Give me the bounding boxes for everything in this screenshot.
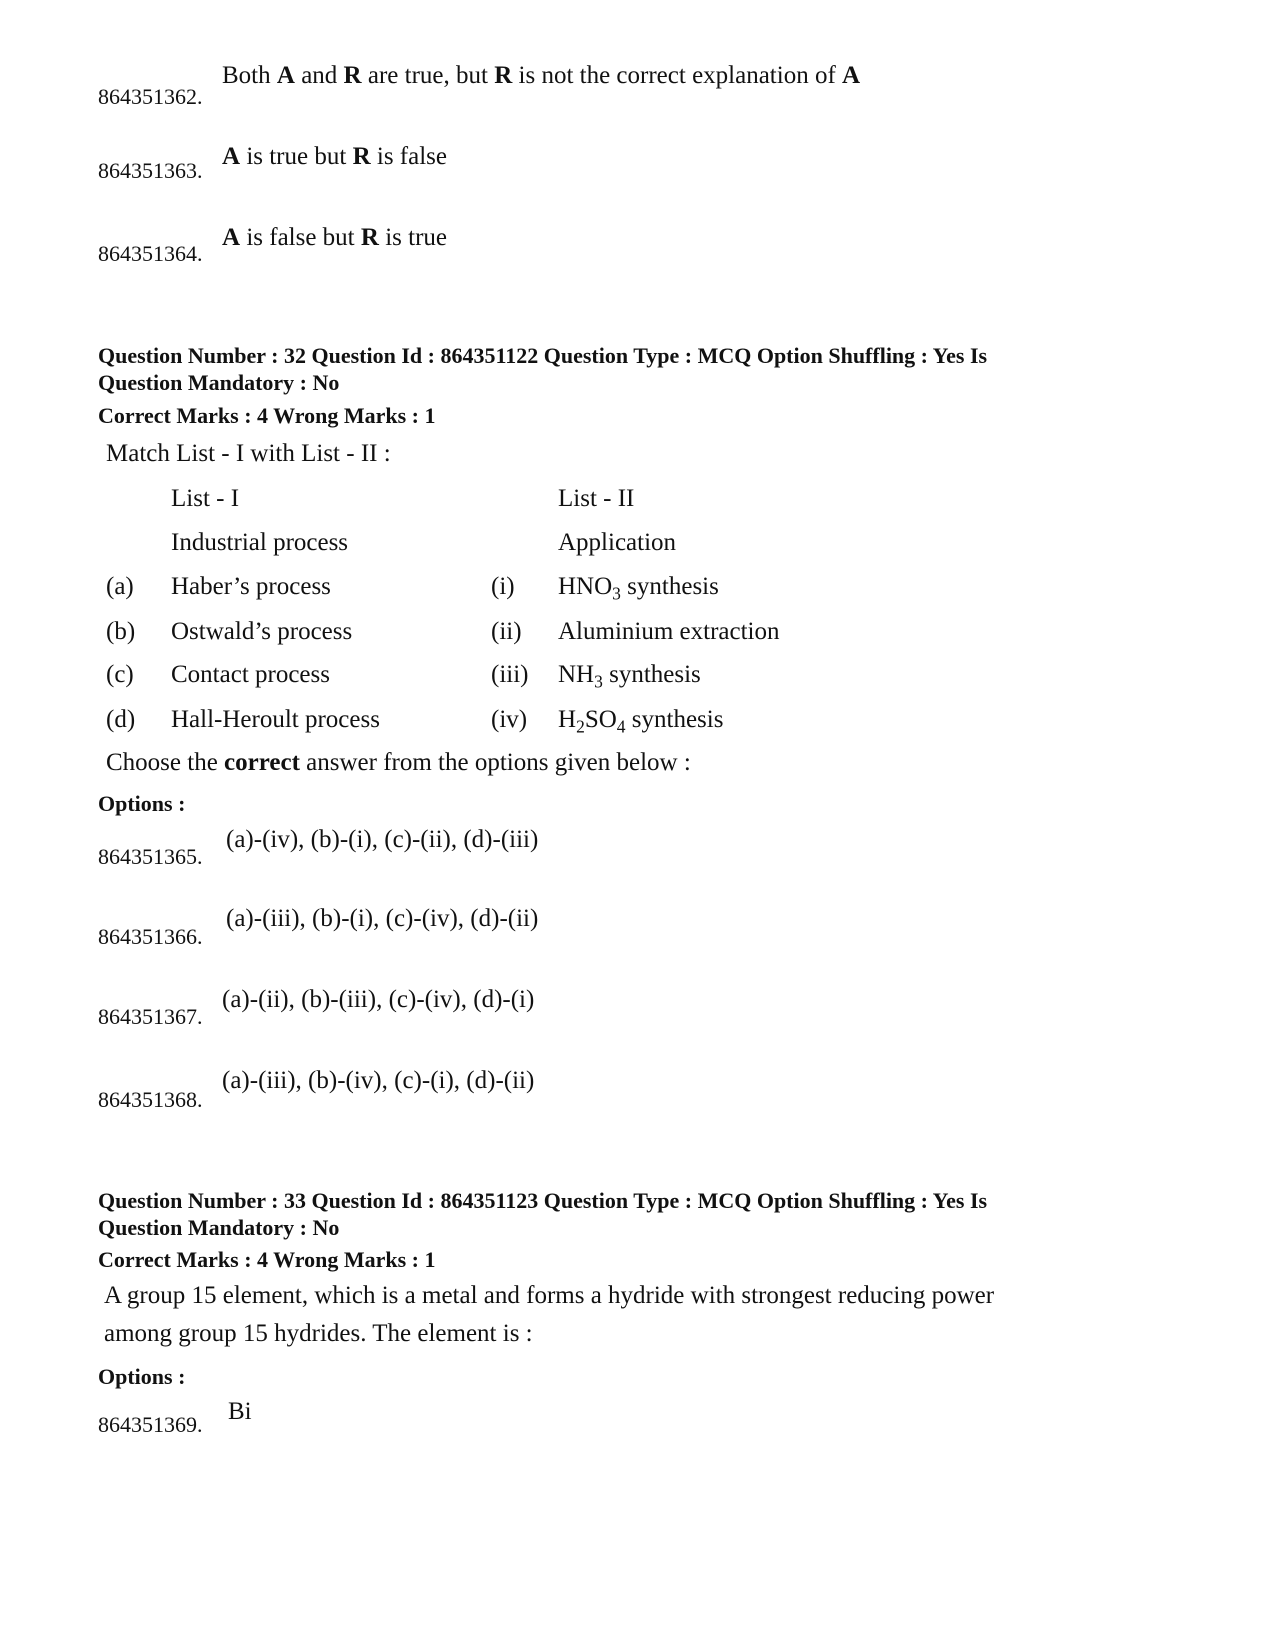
option-id: 864351365.	[98, 844, 203, 869]
option-text-part: Both	[222, 62, 277, 89]
assertion-symbol: A	[842, 62, 861, 89]
assertion-symbol: A	[276, 62, 295, 89]
list1-label: (c)	[106, 661, 134, 688]
question-stem-line1: A group 15 element, which is a metal and forms a hydride with strongest reducing power	[104, 1282, 995, 1309]
list2-heading: List - II	[558, 485, 635, 512]
reason-symbol: R	[343, 62, 362, 89]
question-marks: Correct Marks : 4 Wrong Marks : 1	[98, 1247, 436, 1272]
option-text-part: is false	[370, 143, 447, 170]
formula-subscript: 3	[594, 671, 603, 692]
formula-subscript: 4	[616, 716, 626, 737]
option-id: 864351363.	[98, 158, 203, 183]
option-text[interactable]: (a)-(iv), (b)-(i), (c)-(ii), (d)-(iii)	[226, 826, 539, 853]
option-id: 864351364.	[98, 241, 203, 266]
option-text-part: is not the correct explanation of	[512, 62, 843, 89]
list2-item	[558, 573, 719, 604]
reason-symbol: R	[494, 62, 513, 89]
option-text[interactable]: (a)-(iii), (b)-(iv), (c)-(i), (d)-(ii)	[222, 1067, 535, 1094]
option-id: 864351362.	[98, 84, 203, 109]
options-label: Options :	[98, 1364, 186, 1389]
option-text[interactable]: (a)-(ii), (b)-(iii), (c)-(iv), (d)-(i)	[222, 986, 535, 1013]
list1-item: Haber’s process	[171, 573, 331, 600]
assertion-symbol: A	[222, 143, 241, 170]
list1-item: Hall-Heroult process	[171, 706, 380, 733]
option-id: 864351366.	[98, 924, 203, 949]
formula-rest: synthesis	[620, 573, 719, 600]
formula-rest: synthesis	[602, 661, 701, 688]
formula-part: NH	[558, 661, 595, 688]
question-meta-line1: Question Number : 32 Question Id : 864351122 Question Type : MCQ Option Shuffling : Yes Is	[98, 343, 988, 368]
options-label: Options :	[98, 791, 186, 816]
question-marks: Correct Marks : 4 Wrong Marks : 1	[98, 403, 436, 428]
option-text[interactable]: Bi	[228, 1398, 252, 1425]
list1-heading: List - I	[171, 485, 240, 512]
formula-part: H	[558, 706, 577, 733]
list1-label: (d)	[106, 706, 136, 733]
option-text-part: and	[294, 62, 344, 89]
option-text[interactable]	[222, 224, 447, 252]
list2-item	[558, 661, 701, 692]
list1-item: Ostwald’s process	[171, 618, 353, 645]
list2-subheading: Application	[558, 529, 677, 556]
option-text-part: is true	[378, 224, 447, 251]
question-meta-line2: Question Mandatory : No	[98, 1215, 340, 1240]
list1-subheading: Industrial process	[171, 529, 349, 556]
list1-item: Contact process	[171, 661, 330, 688]
option-text-part: is false but	[240, 224, 361, 251]
formula-part: SO	[584, 706, 617, 733]
option-id: 864351367.	[98, 1004, 203, 1029]
list2-item	[558, 706, 724, 737]
list2-label: (i)	[491, 573, 515, 600]
option-text-part: is true but	[240, 143, 353, 170]
question-stem-line2: among group 15 hydrides. The element is :	[104, 1320, 533, 1347]
list2-label: (iii)	[491, 661, 529, 688]
list2-label: (iv)	[491, 706, 528, 733]
list2-label: (ii)	[491, 618, 522, 645]
reason-symbol: R	[352, 143, 371, 170]
question-instruction	[106, 749, 691, 777]
question-meta-line2: Question Mandatory : No	[98, 370, 340, 395]
instruction-emphasis: correct	[224, 749, 300, 776]
option-id: 864351368.	[98, 1087, 203, 1112]
formula-part: HNO	[558, 573, 613, 600]
instruction-part: answer from the options given below :	[299, 749, 691, 776]
option-text[interactable]	[222, 62, 860, 90]
reason-symbol: R	[360, 224, 379, 251]
instruction-part: Choose the	[106, 749, 225, 776]
formula-subscript: 2	[576, 716, 585, 737]
question-meta-line1: Question Number : 33 Question Id : 864351123 Question Type : MCQ Option Shuffling : Yes Is	[98, 1188, 988, 1213]
option-text[interactable]	[222, 143, 447, 171]
list1-label: (b)	[106, 618, 136, 645]
formula-subscript: 3	[612, 583, 621, 604]
formula-rest: synthesis	[625, 706, 724, 733]
assertion-symbol: A	[222, 224, 241, 251]
option-id: 864351369.	[98, 1412, 203, 1437]
question-intro: Match List - I with List - II :	[106, 440, 391, 467]
option-text-part: are true, but	[361, 62, 495, 89]
list1-label: (a)	[106, 573, 134, 600]
option-text[interactable]: (a)-(iii), (b)-(i), (c)-(iv), (d)-(ii)	[226, 905, 539, 932]
list2-item: Aluminium extraction	[558, 618, 780, 645]
